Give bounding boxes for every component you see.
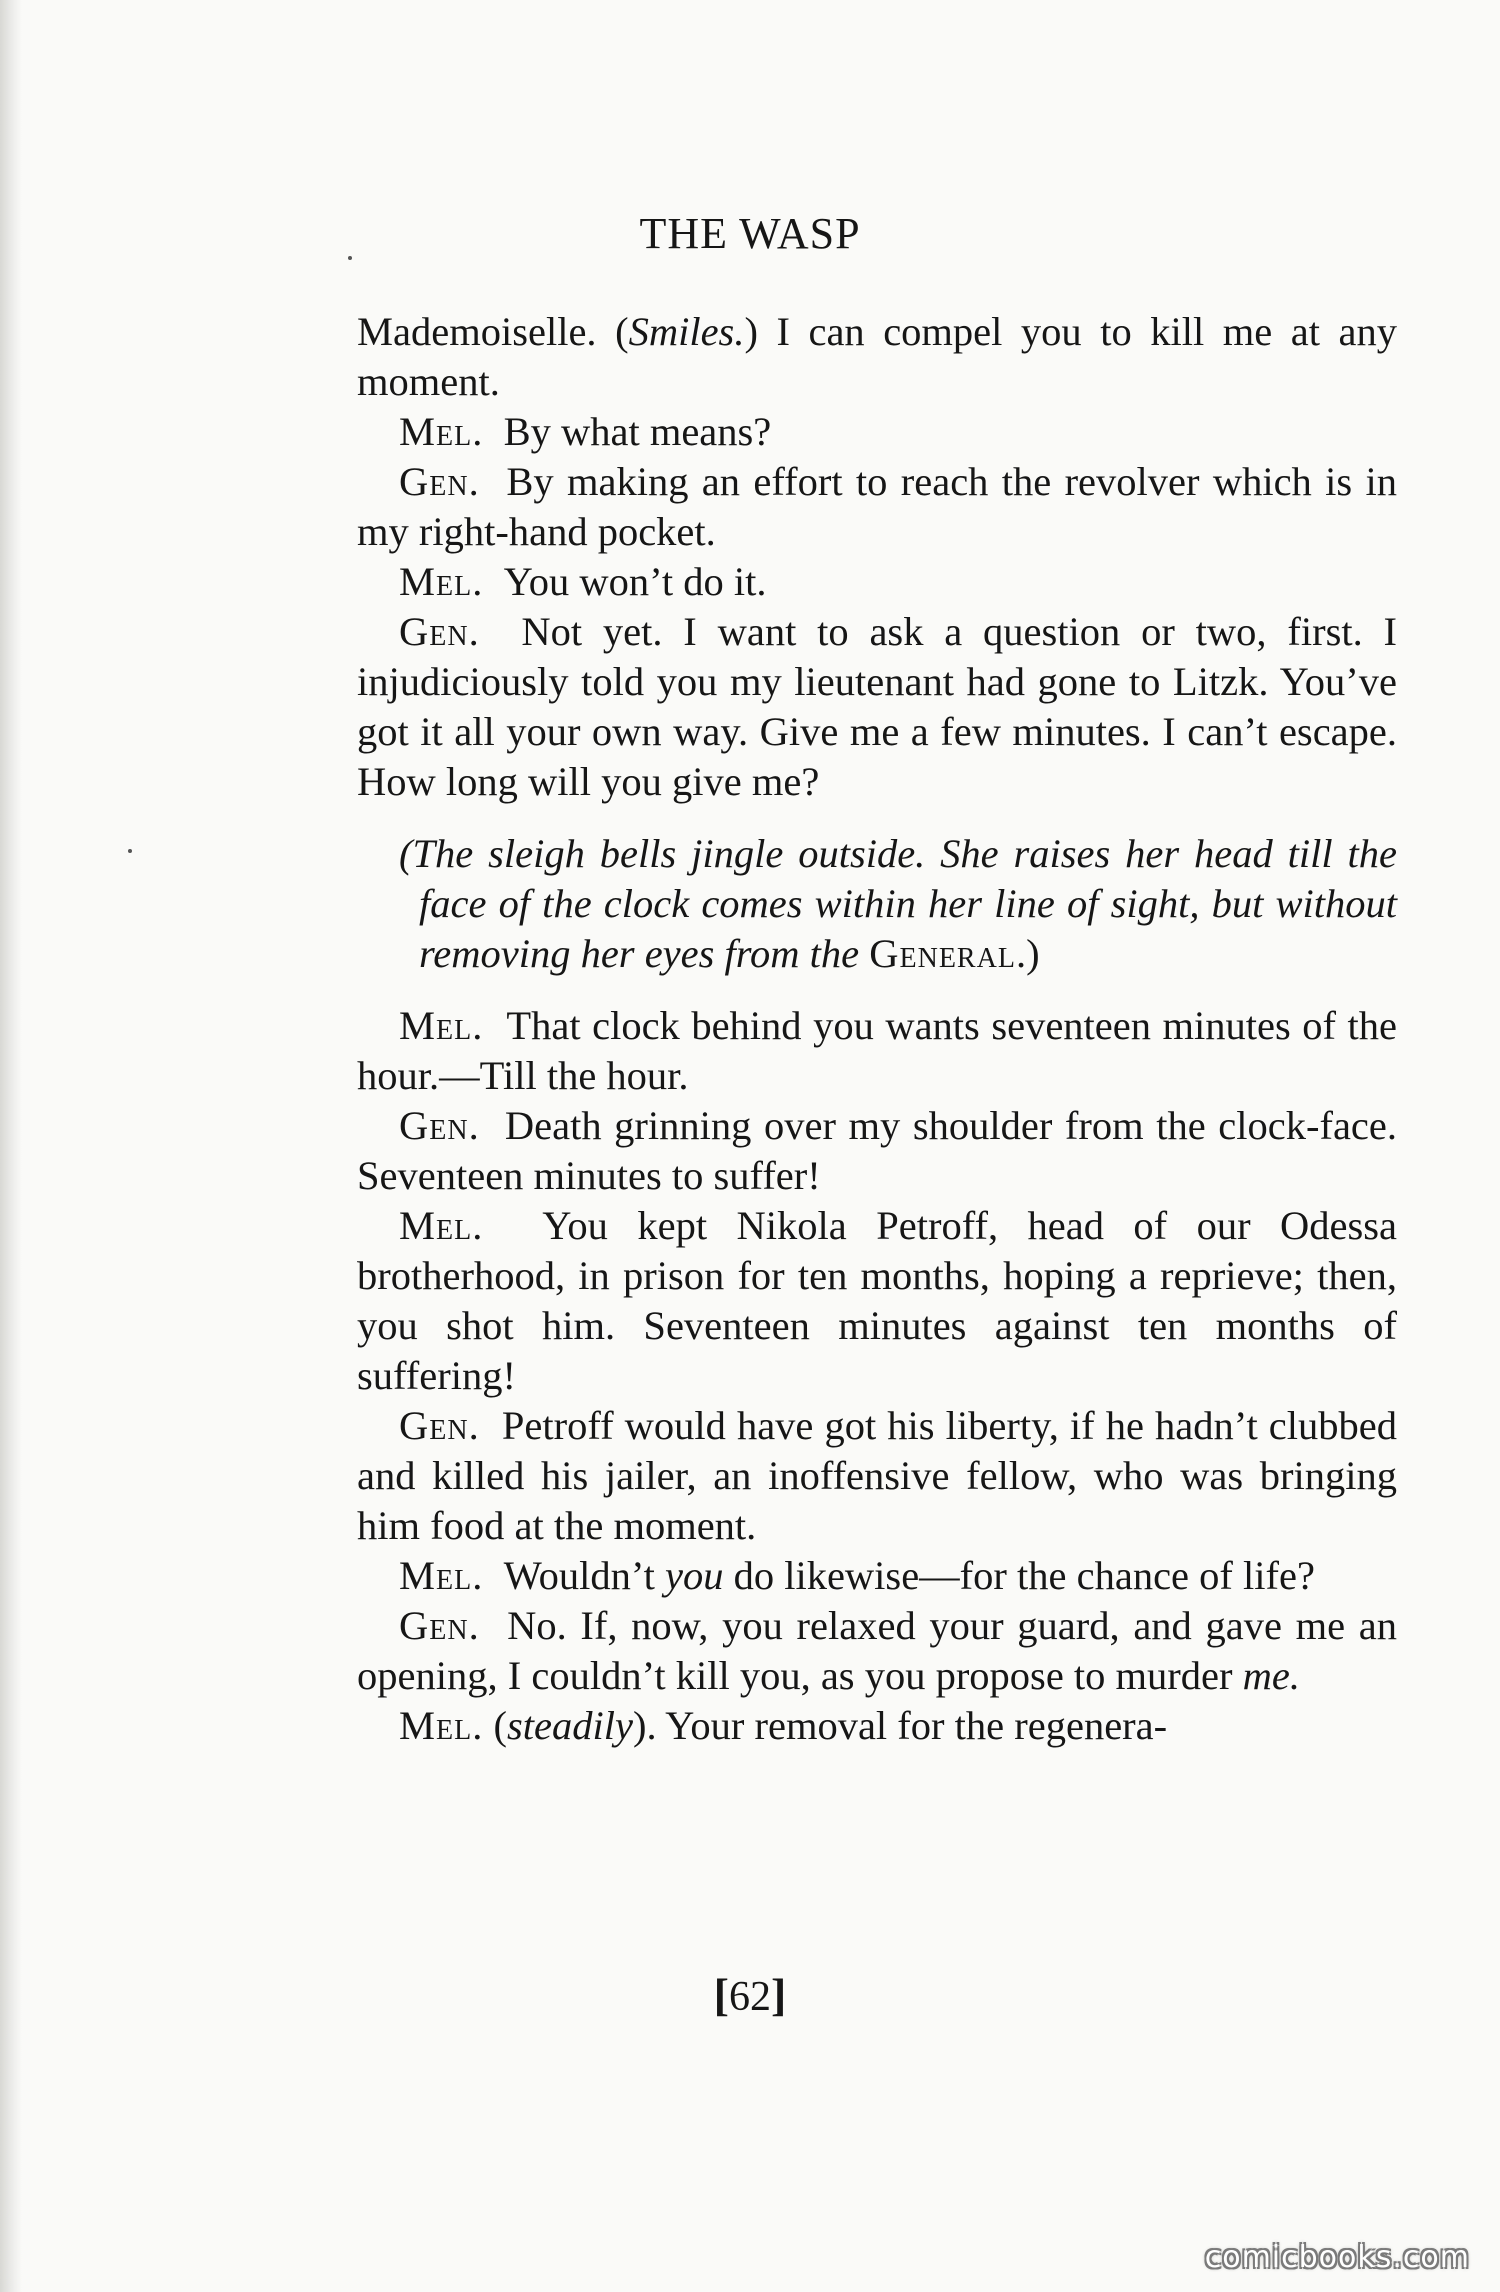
dialogue-paragraph	[357, 457, 1397, 557]
dialogue-paragraph	[357, 1201, 1397, 1401]
text-segment: You won’t do it.	[503, 559, 767, 604]
dialogue-paragraph	[357, 1101, 1397, 1201]
folio-number: 62	[729, 1974, 771, 2020]
stage-direction	[357, 829, 1397, 979]
speaker-name: Mel.	[399, 409, 484, 454]
dialogue-paragraph	[357, 607, 1397, 807]
text-segment: do likewise—for the chance of life?	[723, 1553, 1315, 1598]
text-segment: General	[869, 931, 1016, 976]
text-segment: ). Your removal for the regenera-	[632, 1703, 1168, 1748]
text-segment: No. If, now, you relaxed your guard, and gave me an opening, I couldn’t kill you, as you propose to murder	[357, 1603, 1398, 1698]
text-segment: That clock behind you wants seventeen minutes of the hour.—Till the hour.	[357, 1003, 1397, 1098]
text-segment: ) I can compel you to kill me at any moment.	[357, 309, 1398, 404]
text-segment: you	[664, 1553, 724, 1598]
speaker-name: Mel.	[399, 1003, 484, 1048]
speaker-name: Mel.	[399, 1203, 484, 1248]
dialogue-paragraph	[357, 1001, 1397, 1101]
folio-bracket-open: [	[713, 1969, 729, 2020]
text-segment: Smiles.	[628, 309, 745, 354]
dialogue-paragraph	[357, 1701, 1397, 1751]
text-segment: Wouldn’t	[503, 1553, 665, 1598]
dialogue-paragraph	[357, 1601, 1397, 1701]
speaker-name: Mel.	[399, 1553, 484, 1598]
dialogue-paragraph	[357, 407, 1397, 457]
speaker-name: Gen.	[399, 1103, 480, 1148]
text-segment: me.	[1242, 1653, 1300, 1698]
dialogue-paragraph	[357, 557, 1397, 607]
text-segment: .)	[1015, 931, 1040, 976]
running-head: THE WASP	[639, 209, 861, 258]
scan-speck	[128, 849, 132, 853]
text-segment: Not yet. I want to ask a question or two, first. I injudiciously told you my lieutenant had gone to Litzk. You’ve got it all your own way. Give me a few minutes. I can’t escape. How long will you give me?	[357, 609, 1397, 804]
scan-speck	[348, 256, 352, 260]
folio-bracket-close: ]	[771, 1969, 787, 2020]
text-segment: Death grinning over my shoulder from the clock-face. Seventeen minutes to suffer!	[357, 1103, 1398, 1198]
text-segment: (The sleigh bells jingle outside. She raises her head till the face of the clock comes within her line of sight, but without removing her eyes from the	[399, 831, 1397, 976]
speaker-name: Gen.	[399, 1403, 480, 1448]
dialogue-paragraph	[357, 1401, 1397, 1551]
text-segment: By making an effort to reach the revolver which is in my right-hand pocket.	[357, 459, 1398, 554]
body-text	[357, 307, 1397, 1751]
dialogue-paragraph	[357, 1551, 1397, 1601]
page-number	[0, 1968, 1500, 2021]
speaker-name: Mel.	[399, 1703, 484, 1748]
dialogue-paragraph	[357, 307, 1397, 407]
text-segment: (	[483, 1703, 507, 1748]
text-segment: steadily	[506, 1703, 633, 1748]
watermark: comicbooks.com	[1204, 2240, 1470, 2275]
text-segment: Petroff would have got his liberty, if he hadn’t clubbed and killed his jailer, an inoffensive fellow, who was bringing him food at the moment.	[357, 1403, 1397, 1548]
text-segment: By what means?	[503, 409, 772, 454]
scan-edge-shadow	[0, 0, 22, 2292]
speaker-name: Gen.	[399, 1603, 480, 1648]
speaker-name: Gen.	[399, 459, 480, 504]
text-segment: Mademoiselle. (	[357, 309, 629, 354]
text-segment: You kept Nikola Petroff, head of our Odessa brotherhood, in prison for ten months, hoping a reprieve; then, you shot him. Seventeen minutes against ten months of suffering!	[357, 1203, 1397, 1398]
speaker-name: Mel.	[399, 559, 484, 604]
speaker-name: Gen.	[399, 609, 480, 654]
